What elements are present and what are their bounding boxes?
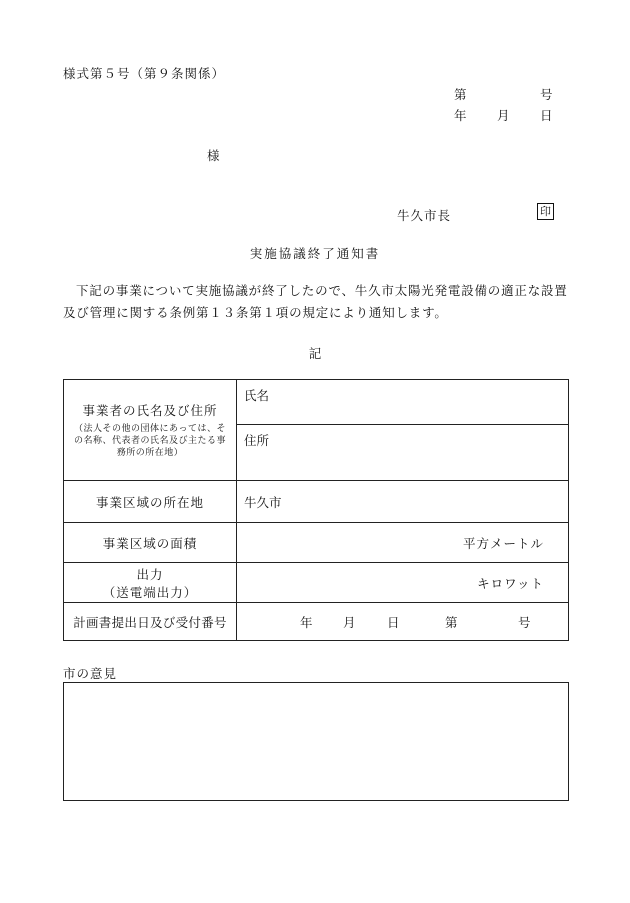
name-label: 氏名 [244, 388, 270, 403]
area-label: 事業区域の面積 [64, 523, 237, 563]
month-label: 月 [497, 108, 510, 123]
output-unit: キロワット [477, 575, 544, 591]
location-label: 事業区域の所在地 [64, 481, 237, 523]
location-field[interactable] [237, 481, 569, 523]
year-label: 年 [454, 108, 467, 123]
opinion-label: 市の意見 [63, 666, 118, 681]
plan-label: 計画書提出日及び受付番号 [64, 603, 237, 641]
operator-label: 事業者の氏名及び住所 [82, 403, 218, 418]
addressee-suffix: 様 [207, 148, 220, 163]
output-label: 出力 [136, 566, 164, 582]
document-title: 実施協議終了通知書 [249, 246, 381, 261]
day-label: 日 [540, 108, 553, 123]
area-field[interactable] [237, 523, 569, 563]
location-value: 牛久市 [244, 494, 282, 510]
address-field[interactable] [237, 425, 569, 481]
opinion-field[interactable] [63, 682, 569, 801]
output-sublabel: （送電端出力） [102, 584, 198, 600]
plan-number-prefix: 第 [445, 614, 458, 630]
seal-mark: 印 [537, 203, 554, 220]
notification-table [63, 379, 569, 641]
plan-day: 日 [387, 614, 400, 630]
plan-year: 年 [300, 614, 313, 630]
plan-field[interactable] [237, 603, 569, 641]
plan-number-suffix: 号 [518, 614, 531, 630]
plan-month: 月 [343, 614, 356, 630]
body-paragraph: 下記の事業について実施協議が終了したので、牛久市太陽光発電設備の適正な設置及び管理に関する条例第１３条第１項の規定により通知します。 [63, 283, 568, 320]
operator-label-cell [64, 380, 237, 481]
address-label: 住所 [244, 433, 270, 448]
form-number: 様式第５号（第９条関係） [63, 66, 226, 81]
sender-name: 牛久市長 [397, 208, 452, 223]
number-suffix: 号 [540, 87, 553, 102]
operator-note: （法人その他の団体にあっては、その名称、代表者の氏名及び主たる事務所の所在地） [73, 424, 226, 458]
number-prefix: 第 [454, 87, 467, 102]
name-field[interactable] [237, 380, 569, 425]
area-unit: 平方メートル [462, 535, 544, 551]
ki-heading: 記 [308, 346, 322, 361]
output-field[interactable] [237, 563, 569, 603]
output-label-cell [64, 563, 237, 603]
